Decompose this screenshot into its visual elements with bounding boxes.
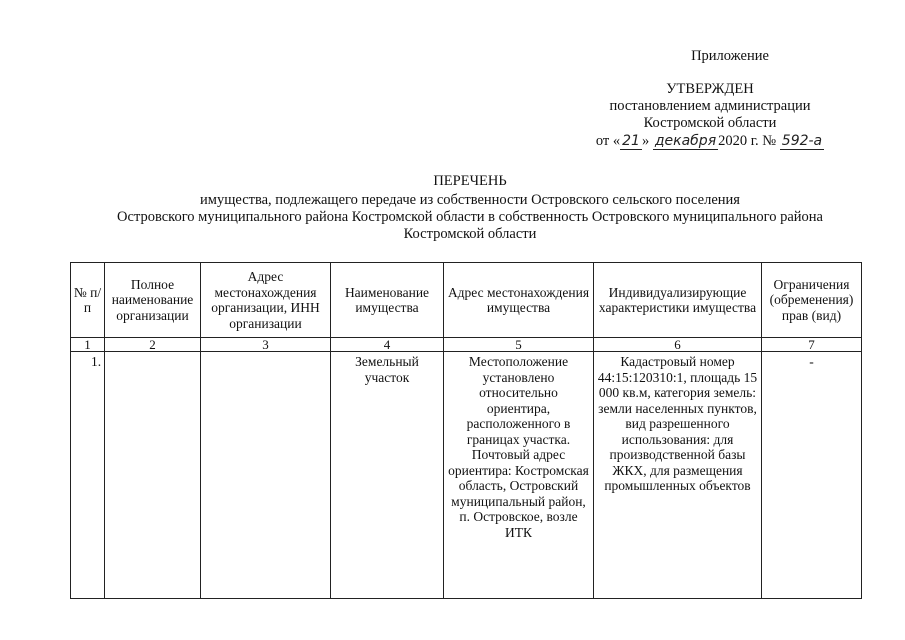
column-number: 7 — [762, 338, 862, 352]
approval-date-line — [560, 133, 860, 150]
approval-authority-line2: Костромской области — [643, 115, 777, 131]
document-title-block — [40, 173, 900, 243]
date-month: декабря — [654, 133, 717, 149]
date-suffix: 2020 г. № — [718, 133, 777, 149]
column-header: Адрес местонахождения имущества — [444, 263, 594, 338]
appendix-label: Приложение — [691, 48, 769, 64]
column-header: Ограничения (обременения) прав (вид) — [762, 263, 862, 338]
column-number-row — [71, 338, 862, 352]
approved-label: УТВЕРЖДЕН — [666, 81, 754, 97]
restrictions-cell: - — [762, 352, 862, 599]
table-row — [71, 352, 862, 599]
document-title: ПЕРЕЧЕНЬ — [433, 173, 507, 189]
org-address-cell — [201, 352, 331, 599]
column-header: Адрес местонахождения организации, ИНН организации — [201, 263, 331, 338]
row-number: 1. — [71, 352, 105, 599]
org-name-cell — [105, 352, 201, 599]
document-subtitle-line2: Островского муниципального района Костромской области в собственность Островского муниципального района — [117, 209, 823, 225]
column-number: 6 — [594, 338, 762, 352]
column-number: 5 — [444, 338, 594, 352]
property-table — [70, 262, 862, 599]
column-number: 3 — [201, 338, 331, 352]
column-number: 1 — [71, 338, 105, 352]
date-prefix: от « — [595, 133, 621, 149]
document-subtitle-line1: имущества, подлежащего передаче из собственности Островского сельского поселения — [200, 192, 740, 208]
column-header: № п/п — [71, 263, 105, 338]
approval-authority-line1: постановлением администрации — [609, 98, 811, 114]
date-mid: » — [641, 133, 650, 149]
column-number: 4 — [331, 338, 444, 352]
property-name-cell: Земельный участок — [331, 352, 444, 599]
characteristics-cell: Кадастровый номер 44:15:120310:1, площадь 15 000 кв.м, категория земель: земли населенных пунктов, вид разрешенного использования: для производственной базы ЖКХ, для размещения промышленных объектов — [594, 352, 762, 599]
date-day: 21 — [622, 133, 640, 149]
column-number: 2 — [105, 338, 201, 352]
document-subtitle-line3: Костромской области — [403, 226, 537, 242]
column-header: Наименование имущества — [331, 263, 444, 338]
property-address-cell: Местоположение установлено относительно ориентира, расположенного в границах участка. Почтовый адрес ориентира: Костромская область, Островский муниципальный район, п. Островское, возле ИТК — [444, 352, 594, 599]
table-header-row — [71, 263, 862, 338]
approval-block — [560, 48, 860, 150]
document-number: 592-а — [781, 133, 823, 149]
column-header: Индивидуализирующие характеристики имущества — [594, 263, 762, 338]
column-header: Полное наименование организации — [105, 263, 201, 338]
